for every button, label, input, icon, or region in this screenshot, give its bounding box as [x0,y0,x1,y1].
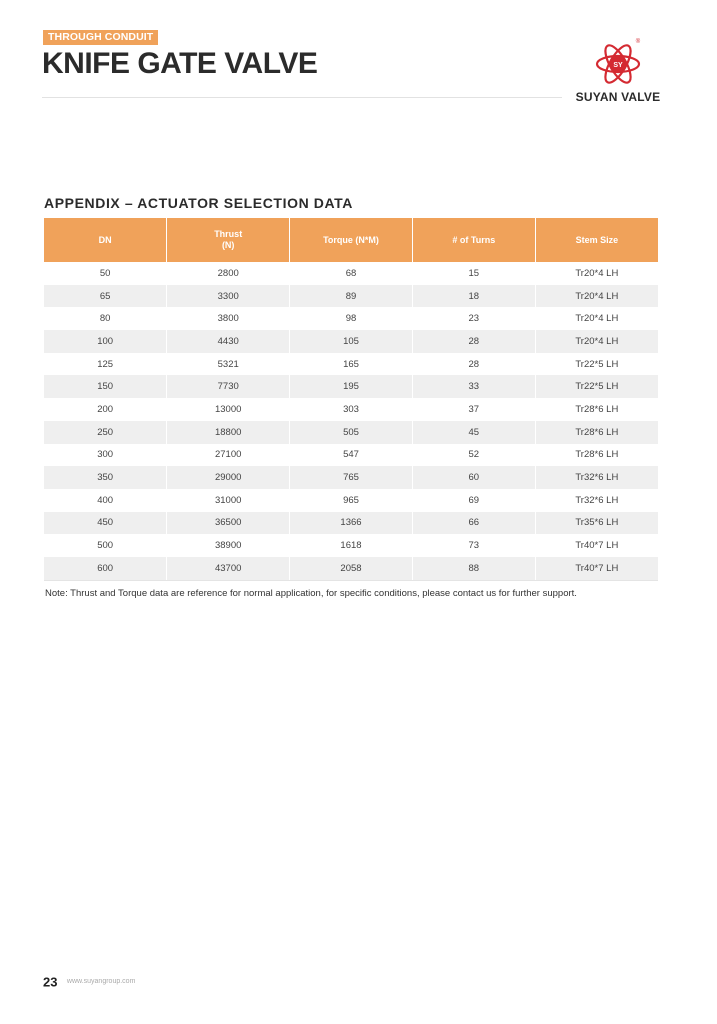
cell-stem-size: Tr22*5 LH [535,353,658,376]
cell-turns: 69 [412,489,535,512]
cell-thrust: 2800 [167,262,290,285]
table-row [44,444,658,467]
cell-torque: 965 [290,489,413,512]
table-row [44,330,658,353]
thrust-header-unit: (N) [221,240,235,250]
cell-stem-size: Tr40*7 LH [535,557,658,580]
cell-stem-size: Tr35*6 LH [535,512,658,535]
column-header-stem-size: Stem Size [535,218,658,262]
cell-turns: 88 [412,557,535,580]
cell-torque: 1618 [290,534,413,557]
cell-thrust: 5321 [167,353,290,376]
cell-thrust: 7730 [167,375,290,398]
cell-thrust: 29000 [167,466,290,489]
cell-dn: 250 [44,421,167,444]
cell-turns: 52 [412,444,535,467]
cell-torque: 165 [290,353,413,376]
cell-stem-size: Tr28*6 LH [535,398,658,421]
cell-thrust: 4430 [167,330,290,353]
cell-torque: 195 [290,375,413,398]
cell-turns: 15 [412,262,535,285]
cell-turns: 18 [412,285,535,308]
cell-dn: 600 [44,557,167,580]
cell-stem-size: Tr20*4 LH [535,262,658,285]
cell-thrust: 27100 [167,444,290,467]
emblem-letters: SY [613,62,623,69]
table-row [44,512,658,535]
cell-dn: 200 [44,398,167,421]
cell-torque: 105 [290,330,413,353]
actuator-selection-table [44,218,658,581]
cell-torque: 98 [290,307,413,330]
cell-dn: 50 [44,262,167,285]
cell-turns: 73 [412,534,535,557]
category-tag: THROUGH CONDUIT [43,30,158,45]
table-row [44,398,658,421]
cell-turns: 37 [412,398,535,421]
table-row [44,353,658,376]
cell-torque: 1366 [290,512,413,535]
cell-dn: 65 [44,285,167,308]
table-row [44,489,658,512]
page-footer [43,973,135,989]
cell-turns: 45 [412,421,535,444]
cell-thrust: 43700 [167,557,290,580]
cell-thrust: 18800 [167,421,290,444]
cell-stem-size: Tr20*4 LH [535,330,658,353]
thrust-header-label: Thrust [214,229,243,239]
column-header-turns: # of Turns [412,218,535,262]
cell-thrust: 31000 [167,489,290,512]
cell-dn: 100 [44,330,167,353]
cell-torque: 303 [290,398,413,421]
cell-stem-size: Tr22*5 LH [535,375,658,398]
cell-stem-size: Tr32*6 LH [535,466,658,489]
cell-stem-size: Tr28*6 LH [535,444,658,467]
document-title: KNIFE GATE VALVE [42,47,318,80]
registered-mark: ® [635,39,641,45]
brand-name: SUYAN VALVE [575,90,661,104]
table-row [44,421,658,444]
cell-thrust: 3300 [167,285,290,308]
column-header-torque: Torque (N*M) [290,218,413,262]
atom-logo-icon [594,36,642,88]
cell-torque: 765 [290,466,413,489]
table-row [44,534,658,557]
cell-stem-size: Tr20*4 LH [535,307,658,330]
page-number: 23 [43,974,58,990]
cell-turns: 33 [412,375,535,398]
cell-dn: 80 [44,307,167,330]
header-divider [42,97,562,98]
table-row [44,557,658,580]
cell-stem-size: Tr32*6 LH [535,489,658,512]
cell-thrust: 38900 [167,534,290,557]
column-header-thrust [167,218,290,262]
cell-torque: 89 [290,285,413,308]
cell-dn: 350 [44,466,167,489]
table-row [44,262,658,285]
footnote: Note: Thrust and Torque data are reference for normal application, for specific conditions, please contact us for further support. [45,588,577,599]
table-row [44,285,658,308]
cell-dn: 125 [44,353,167,376]
cell-torque: 2058 [290,557,413,580]
table-row [44,466,658,489]
section-title: APPENDIX – ACTUATOR SELECTION DATA [44,195,353,211]
cell-torque: 505 [290,421,413,444]
cell-turns: 28 [412,330,535,353]
column-header-dn: DN [44,218,167,262]
cell-dn: 500 [44,534,167,557]
cell-dn: 400 [44,489,167,512]
table-row [44,307,658,330]
cell-dn: 150 [44,375,167,398]
cell-thrust: 3800 [167,307,290,330]
cell-stem-size: Tr20*4 LH [535,285,658,308]
cell-stem-size: Tr28*6 LH [535,421,658,444]
cell-torque: 68 [290,262,413,285]
cell-thrust: 36500 [167,512,290,535]
cell-turns: 28 [412,353,535,376]
cell-turns: 23 [412,307,535,330]
cell-torque: 547 [290,444,413,467]
cell-dn: 450 [44,512,167,535]
brand-logo [568,36,668,106]
cell-thrust: 13000 [167,398,290,421]
footer-url: www.suyangroup.com [66,978,136,986]
cell-dn: 300 [44,444,167,467]
table-row [44,375,658,398]
cell-turns: 66 [412,512,535,535]
cell-stem-size: Tr40*7 LH [535,534,658,557]
table-header-row [44,218,658,262]
cell-turns: 60 [412,466,535,489]
